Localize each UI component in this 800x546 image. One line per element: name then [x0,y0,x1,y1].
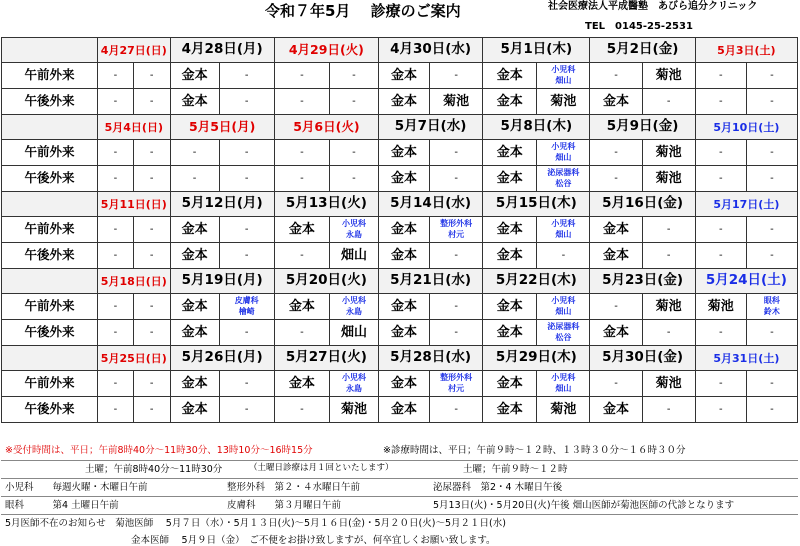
date-cell: 5月12日(月) [170,192,274,217]
empty-cell: - [219,397,274,423]
empty-cell: - [98,140,134,166]
substitute-note: 5月13日(火)・5月20日(火)午後 畑山医師が菊池医師の代診となります [433,500,735,511]
date-cell: 5月17日(土) [695,192,797,217]
morning-label: 午前外来 [2,140,98,166]
empty-cell: - [219,166,274,192]
empty-cell: - [746,371,797,397]
specialist-cell: 小児科 永島 [329,294,378,320]
doctor-cell: 菊池 [642,63,695,89]
doctor-cell: 菊池 [537,397,590,423]
empty-cell: - [430,140,483,166]
doctor-cell: 菊池 [537,89,590,115]
doctor-cell: 金本 [378,63,429,89]
empty-cell: - [430,166,483,192]
empty-cell: - [695,243,746,269]
specialist-cell: 眼科 鈴木 [746,294,797,320]
date-cell: 5月23日(金) [590,269,695,294]
date-cell: 5月9日(金) [590,115,695,140]
divider [1,478,798,479]
afternoon-row [2,243,798,269]
absence-note-2: 金本医師 5月９日（金） ご不便をお掛け致しますが、何卒宜しくお願い致します。 [131,535,496,546]
empty-cell: - [695,217,746,243]
empty-cell: - [133,140,170,166]
empty-cell: - [98,63,134,89]
doctor-cell: 菊池 [642,294,695,320]
empty-cell: - [98,217,134,243]
empty-cell: - [329,140,378,166]
doctor-cell: 金本 [483,140,537,166]
doctor-cell: 金本 [483,294,537,320]
doctor-cell: 金本 [378,397,429,423]
week-header-blank [2,38,98,63]
empty-cell: - [219,320,274,346]
empty-cell: - [170,166,219,192]
empty-cell: - [98,294,134,320]
doctor-cell: 金本 [483,166,537,192]
empty-cell: - [219,140,274,166]
empty-cell: - [590,63,642,89]
empty-cell: - [430,63,483,89]
doctor-cell: 金本 [483,397,537,423]
empty-cell: - [746,217,797,243]
specialist-cell: 小児科 永島 [329,217,378,243]
date-cell: 5月16日(金) [590,192,695,217]
morning-row [2,217,798,243]
empty-cell: - [590,294,642,320]
specialist-cell: 皮膚科 檜崎 [219,294,274,320]
week-header-blank [2,346,98,371]
date-cell: 5月24日(土) [695,269,797,294]
empty-cell: - [274,166,329,192]
morning-label: 午前外来 [2,63,98,89]
empty-cell: - [133,166,170,192]
date-cell: 5月27日(火) [274,346,378,371]
afternoon-label: 午後外来 [2,166,98,192]
empty-cell: - [274,89,329,115]
empty-cell: - [133,89,170,115]
empty-cell: - [590,140,642,166]
pediatrics-note: 小児科 毎週火曜・木曜日午前 [5,482,148,493]
empty-cell: - [133,294,170,320]
afternoon-label: 午後外来 [2,320,98,346]
empty-cell: - [219,371,274,397]
empty-cell: - [430,320,483,346]
specialist-cell: 泌尿器科 松谷 [537,166,590,192]
empty-cell: - [219,89,274,115]
doctor-cell: 金本 [170,217,219,243]
empty-cell: - [133,243,170,269]
empty-cell: - [746,89,797,115]
empty-cell: - [695,397,746,423]
morning-label: 午前外来 [2,217,98,243]
page-title: 令和７年5月 診療のご案内 [265,2,461,20]
date-cell: 5月1日(木) [483,38,590,63]
specialist-cell: 小児科 畑山 [537,217,590,243]
doctor-cell: 菊池 [642,166,695,192]
specialist-cell: 小児科 畑山 [537,294,590,320]
empty-cell: - [695,166,746,192]
empty-cell: - [98,243,134,269]
orthopedics-note: 整形外科 第２・４水曜日午前 [227,482,361,493]
week-header-row [2,38,798,63]
empty-cell: - [642,89,695,115]
afternoon-row [2,89,798,115]
morning-label: 午前外来 [2,294,98,320]
date-cell: 5月20日(火) [274,269,378,294]
empty-cell: - [274,140,329,166]
doctor-cell: 金本 [170,89,219,115]
divider [1,514,798,515]
empty-cell: - [98,397,134,423]
specialist-cell: 小児科 畑山 [537,371,590,397]
date-cell: 5月10日(土) [695,115,797,140]
date-cell: 5月3日(土) [695,38,797,63]
date-cell: 5月14日(水) [378,192,482,217]
empty-cell: - [746,140,797,166]
date-cell: 5月26日(月) [170,346,274,371]
date-cell: 5月22日(木) [483,269,590,294]
empty-cell: - [133,371,170,397]
header [0,0,800,36]
doctor-cell: 金本 [483,217,537,243]
doctor-cell: 金本 [170,320,219,346]
empty-cell: - [695,140,746,166]
doctor-cell: 金本 [274,294,329,320]
dermatology-note: 皮膚科 第３月曜日午前 [227,500,342,511]
empty-cell: - [642,217,695,243]
date-cell: 4月28日(月) [170,38,274,63]
doctor-cell: 金本 [590,243,642,269]
specialist-cell: 整形外科 村元 [430,217,483,243]
empty-cell: - [537,243,590,269]
schedule-table [1,37,798,423]
empty-cell: - [590,166,642,192]
date-cell: 5月6日(火) [274,115,378,140]
afternoon-label: 午後外来 [2,243,98,269]
week-header-blank [2,269,98,294]
specialist-cell: 整形外科 村元 [430,371,483,397]
date-cell: 5月25日(日) [98,346,171,371]
week-header-blank [2,115,98,140]
week-header-row [2,115,798,140]
doctor-cell: 菊池 [430,89,483,115]
empty-cell: - [746,397,797,423]
date-cell: 5月15日(木) [483,192,590,217]
doctor-cell: 金本 [170,371,219,397]
empty-cell: - [170,140,219,166]
afternoon-row [2,320,798,346]
doctor-cell: 金本 [378,320,429,346]
specialist-cell: 泌尿器科 松谷 [537,320,590,346]
afternoon-row [2,397,798,423]
doctor-cell: 畑山 [329,243,378,269]
specialist-cell: 小児科 畑山 [537,140,590,166]
empty-cell: - [133,217,170,243]
empty-cell: - [695,89,746,115]
morning-row [2,63,798,89]
empty-cell: - [219,243,274,269]
empty-cell: - [133,63,170,89]
absence-note: 5月医師不在のお知らせ 菊池医師 5月７日（水）・5月１３日(火)～5月１６日(金)・5月２０日(火)～5月２１日(水) [5,518,506,529]
afternoon-label: 午後外来 [2,397,98,423]
date-cell: 5月28日(水) [378,346,482,371]
doctor-cell: 金本 [170,63,219,89]
empty-cell: - [274,320,329,346]
date-cell: 5月7日(水) [378,115,482,140]
date-cell: 4月29日(火) [274,38,378,63]
empty-cell: - [746,166,797,192]
week-header-blank [2,192,98,217]
date-cell: 5月5日(月) [170,115,274,140]
doctor-cell: 金本 [590,217,642,243]
empty-cell: - [746,320,797,346]
date-cell: 5月31日(土) [695,346,797,371]
empty-cell: - [329,89,378,115]
doctor-cell: 畑山 [329,320,378,346]
empty-cell: - [98,166,134,192]
ophthalmology-note: 眼科 第4 土曜日午前 [5,500,119,511]
clinic-name: 社会医療法人平成醫塾 あびら追分クリニック [548,1,758,12]
reception-hours: ※受付時間は、平日；午前8時40分～11時30分、13時10分～16時15分 [5,445,313,456]
doctor-cell: 金本 [378,140,429,166]
doctor-cell: 菊池 [642,371,695,397]
doctor-cell: 菊池 [642,140,695,166]
empty-cell: - [642,320,695,346]
date-cell: 5月29日(木) [483,346,590,371]
date-cell: 5月18日(日) [98,269,171,294]
urology-note: 泌尿器科 第2・4 木曜日午後 [433,482,563,493]
doctor-cell: 金本 [590,320,642,346]
specialist-cell: 小児科 畑山 [537,63,590,89]
saturday-reception: 土曜；午前8時40分～11時30分 [85,464,223,475]
doctor-cell: 金本 [274,217,329,243]
empty-cell: - [274,397,329,423]
morning-row [2,371,798,397]
consultation-hours: ※診療時間は、平日；午前９時～１２時、１３時３０分～１６時３０分 [383,445,686,456]
empty-cell: - [98,320,134,346]
specialist-cell: 小児科 永島 [329,371,378,397]
afternoon-label: 午後外来 [2,89,98,115]
empty-cell: - [219,217,274,243]
morning-row [2,294,798,320]
empty-cell: - [133,320,170,346]
empty-cell: - [98,371,134,397]
doctor-cell: 金本 [170,243,219,269]
week-header-row [2,346,798,371]
empty-cell: - [642,243,695,269]
afternoon-row [2,166,798,192]
doctor-cell: 金本 [590,89,642,115]
doctor-cell: 金本 [378,166,429,192]
empty-cell: - [695,371,746,397]
date-cell: 5月4日(日) [98,115,171,140]
doctor-cell: 金本 [378,89,429,115]
date-cell: 5月21日(水) [378,269,482,294]
doctor-cell: 金本 [483,243,537,269]
week-header-row [2,269,798,294]
empty-cell: - [430,294,483,320]
doctor-cell: 金本 [483,63,537,89]
date-cell: 5月11日(日) [98,192,171,217]
date-cell: 5月8日(木) [483,115,590,140]
week-header-row [2,192,798,217]
saturday-hours: 土曜；午前９時～１２時 [463,464,568,475]
empty-cell: - [274,63,329,89]
empty-cell: - [430,397,483,423]
empty-cell: - [133,397,170,423]
empty-cell: - [329,63,378,89]
empty-cell: - [329,166,378,192]
empty-cell: - [695,63,746,89]
doctor-cell: 金本 [378,243,429,269]
doctor-cell: 金本 [378,217,429,243]
doctor-cell: 金本 [590,397,642,423]
doctor-cell: 金本 [378,294,429,320]
clinic-phone: TEL 0145-25-2531 [585,21,693,32]
divider [1,496,798,497]
date-cell: 4月30日(水) [378,38,482,63]
morning-label: 午前外来 [2,371,98,397]
doctor-cell: 金本 [483,89,537,115]
morning-row [2,140,798,166]
date-cell: 4月27日(日) [98,38,171,63]
doctor-cell: 金本 [378,371,429,397]
doctor-cell: 菊池 [695,294,746,320]
empty-cell: - [695,320,746,346]
date-cell: 5月13日(火) [274,192,378,217]
doctor-cell: 金本 [274,371,329,397]
empty-cell: - [274,243,329,269]
doctor-cell: 金本 [483,320,537,346]
date-cell: 5月2日(金) [590,38,695,63]
doctor-cell: 金本 [170,294,219,320]
divider [1,460,798,461]
empty-cell: - [746,243,797,269]
empty-cell: - [430,243,483,269]
date-cell: 5月19日(月) [170,269,274,294]
empty-cell: - [219,63,274,89]
empty-cell: - [746,63,797,89]
date-cell: 5月30日(金) [590,346,695,371]
empty-cell: - [642,397,695,423]
empty-cell: - [590,371,642,397]
doctor-cell: 金本 [170,397,219,423]
saturday-note: （土曜日診療は月１回といたします） [249,463,394,473]
doctor-cell: 金本 [483,371,537,397]
empty-cell: - [98,89,134,115]
doctor-cell: 菊池 [329,397,378,423]
